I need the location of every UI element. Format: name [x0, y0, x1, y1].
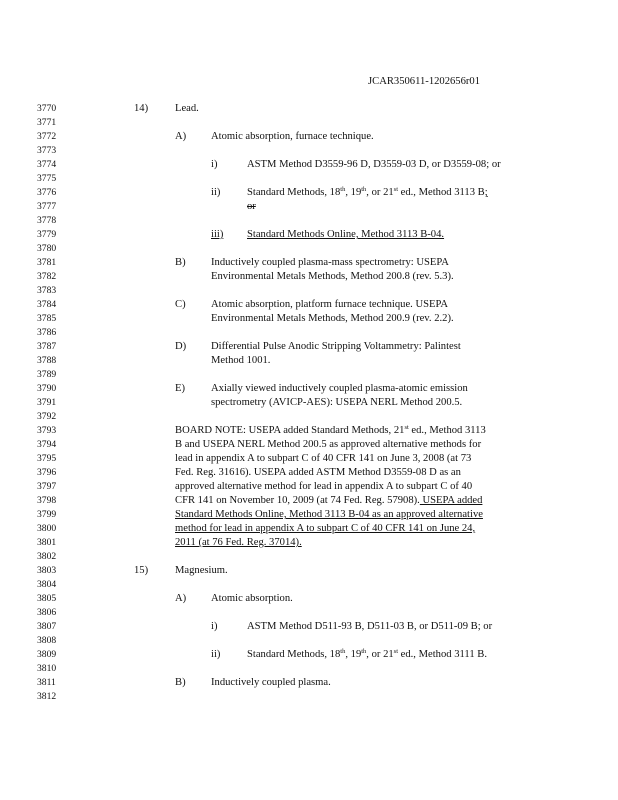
- magnesium-a-ii-text: Standard Methods, 18th, 19th, or 21st ed., Method 3111 B.: [247, 648, 487, 660]
- lead-a-text: Atomic absorption, furnace technique.: [211, 131, 374, 142]
- deleted-text: or: [247, 201, 256, 212]
- line-number: 3777: [37, 201, 57, 212]
- lead-a-i-text: ASTM Method D3559-96 D, D3559-03 D, or D3559-08; or: [247, 159, 501, 170]
- line-number: 3780: [37, 243, 57, 254]
- line-number: 3778: [37, 215, 57, 226]
- line-number: 3786: [37, 327, 57, 338]
- line-number: 3811: [37, 677, 56, 688]
- board-note-line: lead in appendix A to subpart C of 40 CFR 141 on June 3, 2008 (at 73: [175, 453, 472, 464]
- board-note-line: method for lead in appendix A to subpart C of 40 CFR 141 on June 24,: [175, 523, 476, 534]
- board-note-line: B and USEPA NERL Method 200.5 as approved alternative methods for: [175, 439, 482, 450]
- board-note-line: 2011 (at 76 Fed. Reg. 37014).: [175, 537, 302, 548]
- line-number: 3796: [37, 467, 57, 478]
- line-number: 3781: [37, 257, 57, 268]
- line-number: 3783: [37, 285, 57, 296]
- line-number: 3787: [37, 341, 57, 352]
- line-number: 3798: [37, 495, 57, 506]
- line-number: 3775: [37, 173, 57, 184]
- lead-e-line2: spectrometry (AVICP-AES): USEPA NERL Method 200.5.: [211, 397, 463, 408]
- line-number: 3800: [37, 523, 57, 534]
- document-id: JCAR350611-1202656r01: [368, 76, 481, 87]
- inserted-text: USEPA added: [419, 495, 483, 506]
- line-number: 3803: [37, 565, 57, 576]
- line-number: 3807: [37, 621, 57, 632]
- line-number: 3805: [37, 593, 57, 604]
- lead-c-line2: Environmental Metals Methods, Method 200.9 (rev. 2.2).: [211, 313, 454, 324]
- lead-d-line2: Method 1001.: [211, 355, 271, 366]
- board-note-line: approved alternative method for lead in appendix A to subpart C of 40: [175, 481, 473, 492]
- line-number: 3776: [37, 187, 57, 198]
- line-number: 3772: [37, 131, 57, 142]
- lead-d-line1: Differential Pulse Anodic Stripping Voltammetry: Palintest: [211, 341, 461, 352]
- line-number: 3793: [37, 425, 57, 436]
- line-number: 3791: [37, 397, 57, 408]
- lead-a-ii-label: ii): [211, 187, 221, 198]
- lead-b-line1: Inductively coupled plasma-mass spectrometry: USEPA: [211, 257, 449, 268]
- magnesium-b-text: Inductively coupled plasma.: [211, 677, 331, 688]
- line-number: 3782: [37, 271, 57, 282]
- line-number: 3773: [37, 145, 57, 156]
- lead-a-i-label: i): [211, 159, 218, 170]
- magnesium-a-i-label: i): [211, 621, 218, 632]
- line-number: 3808: [37, 635, 57, 646]
- lead-b-label: B): [175, 257, 186, 268]
- line-number: 3788: [37, 355, 57, 366]
- line-number: 3802: [37, 551, 57, 562]
- lead-b-line2: Environmental Metals Methods, Method 200.8 (rev. 5.3).: [211, 271, 454, 282]
- line-number: 3804: [37, 579, 57, 590]
- board-note-line: Standard Methods Online, Method 3113 B-04 as an approved alternative: [175, 509, 483, 520]
- lead-e-line1: Axially viewed inductively coupled plasma-atomic emission: [211, 383, 468, 394]
- line-number: 3792: [37, 411, 57, 422]
- line-number: 3806: [37, 607, 57, 618]
- lead-a-ii-text: Standard Methods, 18th, 19th, or 21st ed., Method 3113 B;: [247, 186, 488, 198]
- magnesium-title: Magnesium.: [175, 565, 228, 576]
- line-number: 3771: [37, 117, 57, 128]
- line-number: 3801: [37, 537, 57, 548]
- lead-a-iii-text: Standard Methods Online, Method 3113 B-04.: [247, 229, 445, 240]
- lead-a-label: A): [175, 131, 187, 142]
- item-number-lead: 14): [134, 103, 149, 114]
- line-number: 3809: [37, 649, 57, 660]
- lead-c-line1: Atomic absorption, platform furnace technique. USEPA: [211, 299, 449, 310]
- lead-title: Lead.: [175, 103, 199, 114]
- magnesium-a-i-text: ASTM Method D511-93 B, D511-03 B, or D511-09 B; or: [247, 621, 493, 632]
- lead-c-label: C): [175, 299, 186, 310]
- lead-d-label: D): [175, 341, 187, 352]
- line-number: 3810: [37, 663, 57, 674]
- line-number: 3779: [37, 229, 57, 240]
- line-number: 3790: [37, 383, 57, 394]
- board-note-line: CFR 141 on November 10, 2009 (at 74 Fed. Reg. 57908). USEPA added: [175, 495, 483, 506]
- board-note-line: Fed. Reg. 31616). USEPA added ASTM Method D3559-08 D as an: [175, 467, 461, 478]
- line-number: 3789: [37, 369, 57, 380]
- line-number: 3784: [37, 299, 57, 310]
- line-number: 3795: [37, 453, 57, 464]
- magnesium-a-ii-label: ii): [211, 649, 221, 660]
- lead-a-iii-label: iii): [211, 229, 224, 240]
- line-number: 3770: [37, 103, 57, 114]
- line-number: 3797: [37, 481, 57, 492]
- magnesium-b-label: B): [175, 677, 186, 688]
- magnesium-a-label: A): [175, 593, 187, 604]
- lead-e-label: E): [175, 383, 185, 394]
- line-number: 3774: [37, 159, 57, 170]
- inserted-text: ;: [484, 187, 488, 198]
- board-note-line: BOARD NOTE: USEPA added Standard Methods, 21st ed., Method 3113: [175, 424, 486, 436]
- line-number: 3785: [37, 313, 57, 324]
- magnesium-a-text: Atomic absorption.: [211, 593, 293, 604]
- line-number: 3812: [37, 691, 57, 702]
- line-number: 3799: [37, 509, 57, 520]
- line-number: 3794: [37, 439, 57, 450]
- item-number-magnesium: 15): [134, 565, 149, 576]
